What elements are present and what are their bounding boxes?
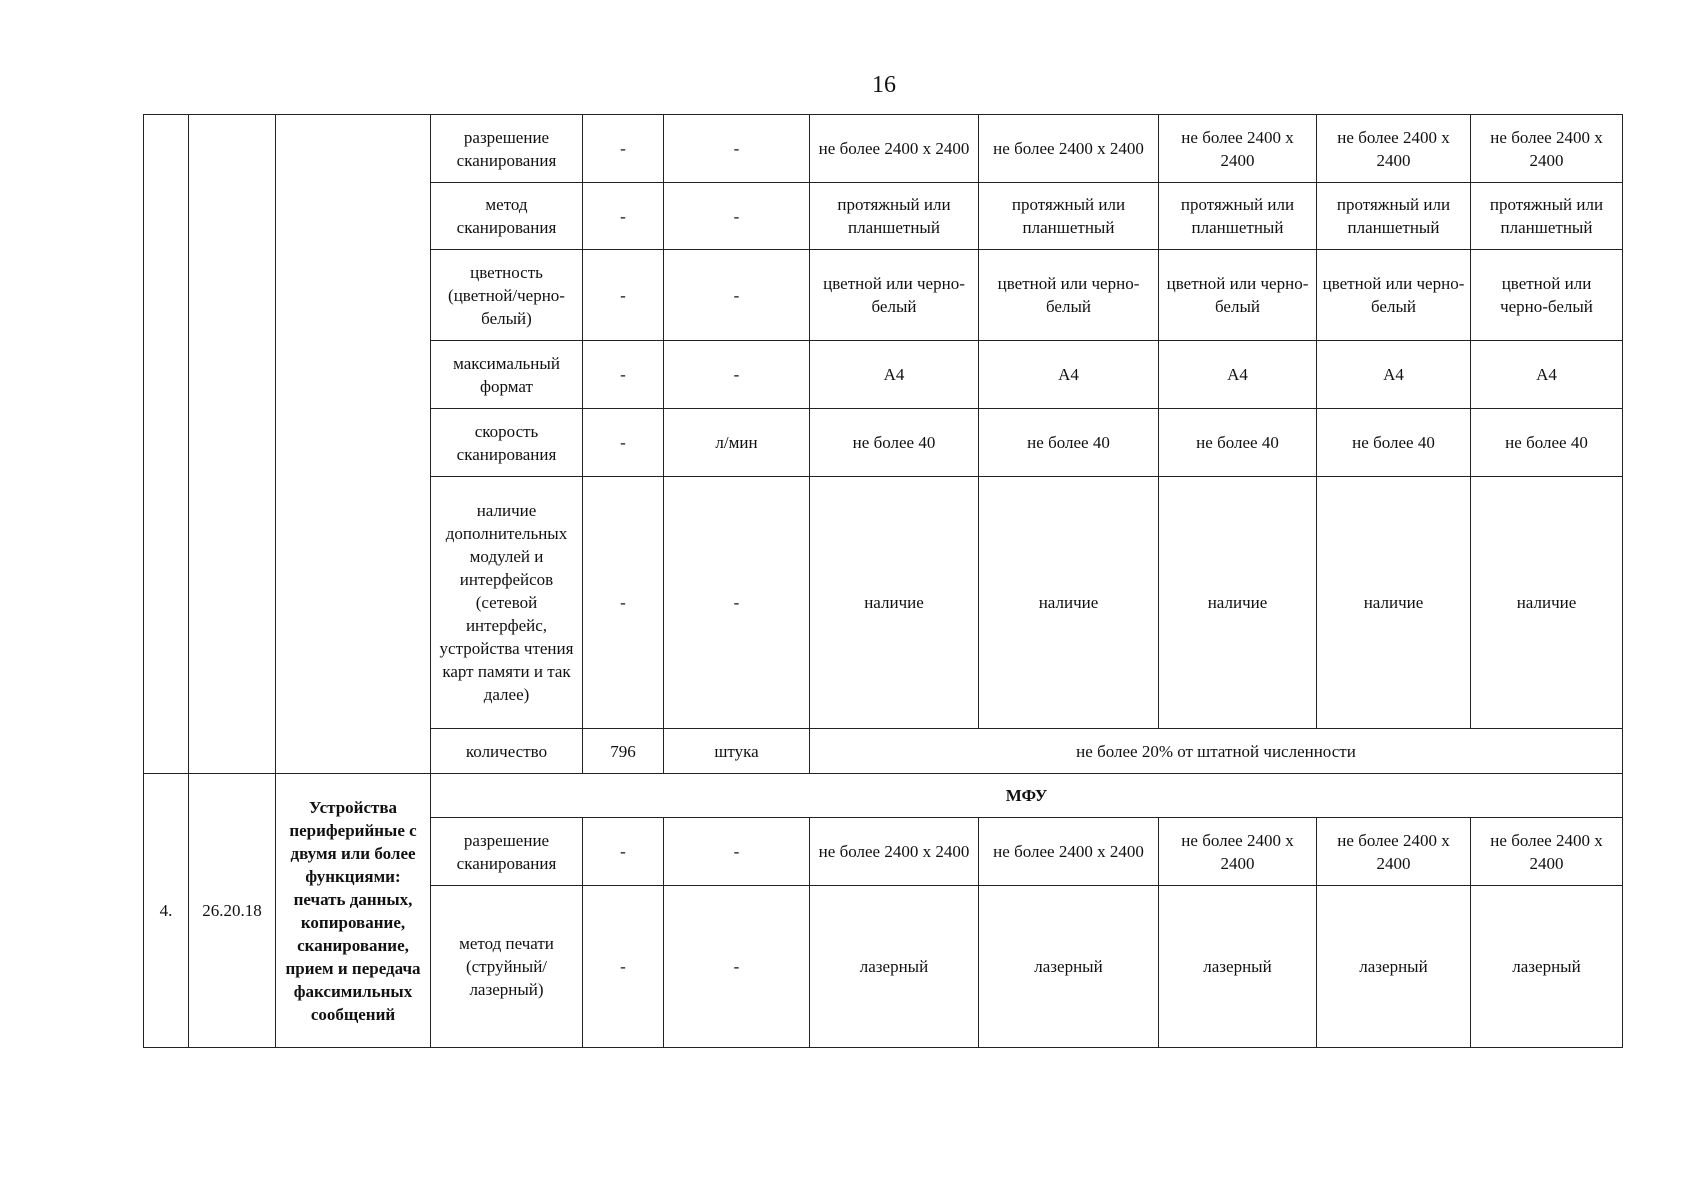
unit-code: 796 — [583, 729, 664, 774]
value-cell: А4 — [979, 341, 1159, 409]
value-cell: цветной или черно-белый — [810, 250, 979, 341]
value-cell: не более 2400 х 2400 — [1317, 818, 1471, 886]
value-cell: не более 40 — [979, 409, 1159, 477]
value-cell: не более 2400 х 2400 — [810, 115, 979, 183]
value-cell: протяжный или планшетный — [1159, 183, 1317, 250]
value-cell: не более 2400 х 2400 — [979, 818, 1159, 886]
unit-code: - — [583, 818, 664, 886]
unit-name: - — [664, 250, 810, 341]
characteristic-name: количество — [431, 729, 583, 774]
value-cell: не более 2400 х 2400 — [1471, 115, 1623, 183]
page-number: 16 — [872, 72, 896, 98]
empty-okpd-cell — [189, 115, 276, 774]
characteristic-name: разрешение сканирования — [431, 115, 583, 183]
value-cell: лазерный — [810, 886, 979, 1048]
unit-code: - — [583, 409, 664, 477]
value-cell: лазерный — [1159, 886, 1317, 1048]
unit-code: - — [583, 341, 664, 409]
unit-name: - — [664, 886, 810, 1048]
value-cell: А4 — [1317, 341, 1471, 409]
unit-name: - — [664, 818, 810, 886]
item-number: 4. — [144, 774, 189, 1048]
characteristic-name: разрешение сканирования — [431, 818, 583, 886]
value-cell: лазерный — [1471, 886, 1623, 1048]
okpd-code: 26.20.18 — [189, 774, 276, 1048]
item-title: Устройства периферийные с двумя или более функциями: печать данных, копирование, сканирование, прием и передача факсимильных сообщений — [276, 774, 431, 1048]
value-cell: не более 2400 х 2400 — [1471, 818, 1623, 886]
value-cell: не более 40 — [810, 409, 979, 477]
quantity-value: не более 20% от штатной численности — [810, 729, 1623, 774]
empty-title-cell — [276, 115, 431, 774]
value-cell: протяжный или планшетный — [1471, 183, 1623, 250]
unit-name: л/мин — [664, 409, 810, 477]
characteristic-name: цветность (цветной/черно-белый) — [431, 250, 583, 341]
value-cell: протяжный или планшетный — [979, 183, 1159, 250]
table-row — [144, 115, 1623, 183]
value-cell: лазерный — [1317, 886, 1471, 1048]
unit-code: - — [583, 886, 664, 1048]
value-cell: лазерный — [979, 886, 1159, 1048]
value-cell: цветной или черно-белый — [1471, 250, 1623, 341]
value-cell: не более 40 — [1159, 409, 1317, 477]
value-cell: не более 2400 х 2400 — [979, 115, 1159, 183]
section-header: МФУ — [431, 774, 1623, 818]
value-cell: не более 40 — [1317, 409, 1471, 477]
value-cell: не более 40 — [1471, 409, 1623, 477]
characteristic-name: метод печати (струйный/лазерный) — [431, 886, 583, 1048]
characteristic-name: скорость сканирования — [431, 409, 583, 477]
value-cell: цветной или черно-белый — [979, 250, 1159, 341]
value-cell: цветной или черно-белый — [1317, 250, 1471, 341]
value-cell: не более 2400 х 2400 — [1317, 115, 1471, 183]
spec-table — [143, 114, 1623, 1048]
table-row — [144, 774, 1623, 818]
value-cell: протяжный или планшетный — [1317, 183, 1471, 250]
characteristic-name: метод сканирования — [431, 183, 583, 250]
unit-code: - — [583, 115, 664, 183]
unit-name: штука — [664, 729, 810, 774]
value-cell: не более 2400 х 2400 — [1159, 115, 1317, 183]
value-cell: наличие — [1159, 477, 1317, 729]
unit-code: - — [583, 250, 664, 341]
characteristic-name: максимальный формат — [431, 341, 583, 409]
value-cell: наличие — [1471, 477, 1623, 729]
value-cell: А4 — [1471, 341, 1623, 409]
value-cell: не более 2400 х 2400 — [1159, 818, 1317, 886]
value-cell: наличие — [1317, 477, 1471, 729]
value-cell: А4 — [810, 341, 979, 409]
value-cell: наличие — [810, 477, 979, 729]
unit-name: - — [664, 341, 810, 409]
value-cell: не более 2400 х 2400 — [810, 818, 979, 886]
value-cell: протяжный или планшетный — [810, 183, 979, 250]
unit-code: - — [583, 477, 664, 729]
value-cell: цветной или черно-белый — [1159, 250, 1317, 341]
unit-code: - — [583, 183, 664, 250]
value-cell: А4 — [1159, 341, 1317, 409]
unit-name: - — [664, 477, 810, 729]
empty-num-cell — [144, 115, 189, 774]
value-cell: наличие — [979, 477, 1159, 729]
unit-name: - — [664, 115, 810, 183]
unit-name: - — [664, 183, 810, 250]
characteristic-name: наличие дополнительных модулей и интерфейсов (сетевой интерфейс, устройства чтения карт памяти и так далее) — [431, 477, 583, 729]
